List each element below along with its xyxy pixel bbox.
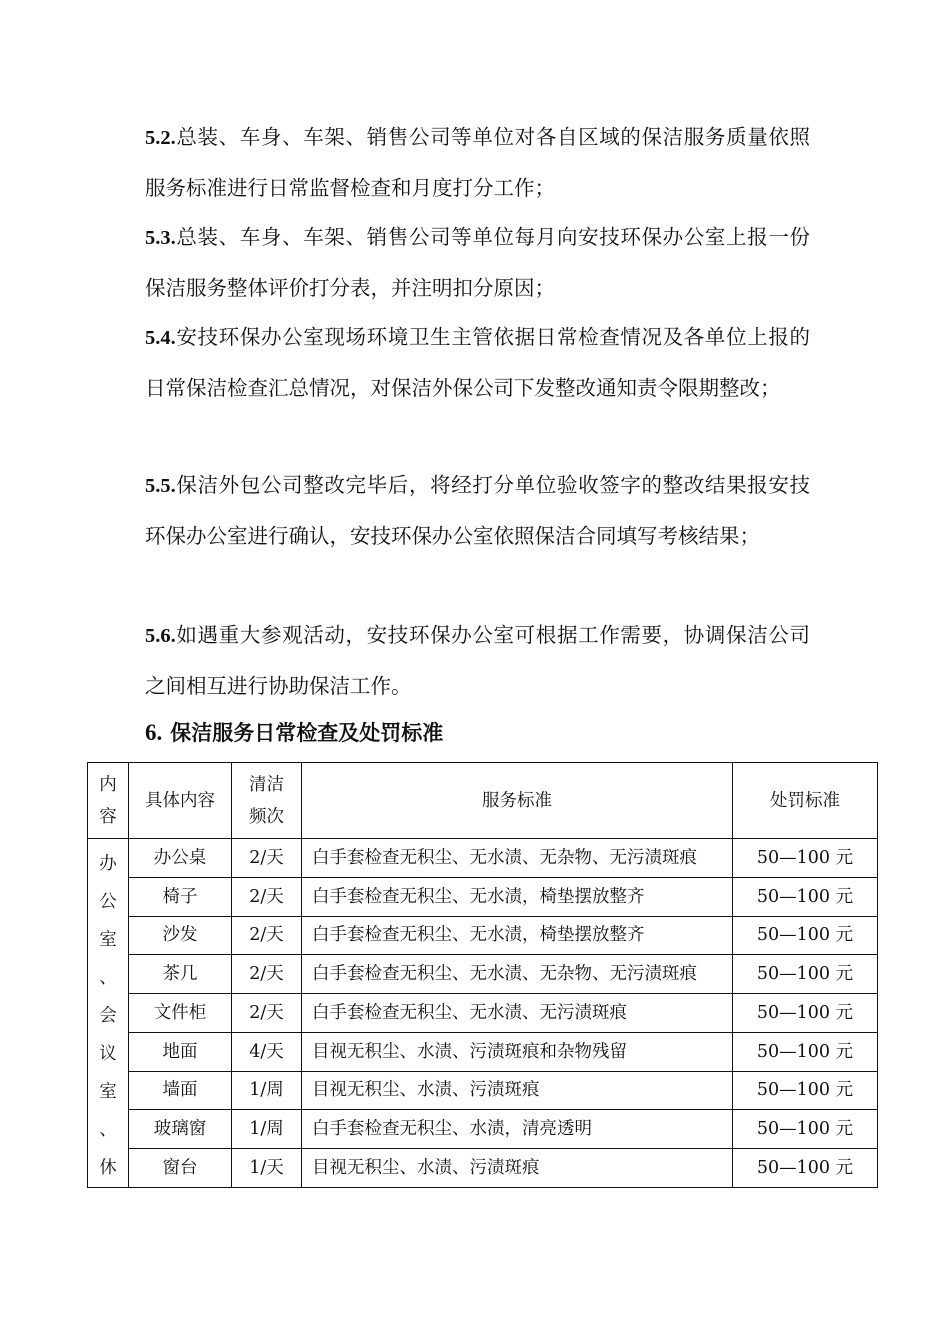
- header-standard: 服务标准: [302, 763, 733, 839]
- table-header-row: [88, 763, 878, 839]
- paragraph-number: 5.3.: [145, 227, 176, 249]
- frequency-cell: 2/天: [232, 839, 302, 878]
- standard-cell: 白手套检查无积尘、无水渍，椅垫摆放整齐: [302, 877, 733, 916]
- table-row: [88, 955, 878, 994]
- table-row: [88, 877, 878, 916]
- paragraph-5-2: [145, 112, 810, 213]
- penalty-cell: 50—100 元: [733, 1149, 878, 1188]
- item-cell: 椅子: [129, 877, 232, 916]
- item-cell: 茶几: [129, 955, 232, 994]
- item-cell: 窗台: [129, 1149, 232, 1188]
- table-row: [88, 994, 878, 1033]
- table-row: [88, 1110, 878, 1149]
- table-row: [88, 1149, 878, 1188]
- paragraph-5-3: [145, 212, 810, 313]
- frequency-cell: 1/周: [232, 1071, 302, 1110]
- frequency-cell: 2/天: [232, 994, 302, 1033]
- section-number: 6.: [145, 720, 163, 745]
- paragraph-number: 5.6.: [145, 625, 176, 647]
- penalty-cell: 50—100 元: [733, 1032, 878, 1071]
- paragraph-5-6: [145, 610, 810, 711]
- penalty-cell: 50—100 元: [733, 955, 878, 994]
- item-cell: 墙面: [129, 1071, 232, 1110]
- frequency-cell: 1/周: [232, 1110, 302, 1149]
- section-heading: [145, 713, 443, 753]
- table-row: [88, 839, 878, 878]
- frequency-cell: 1/天: [232, 1149, 302, 1188]
- header-item: 具体内容: [129, 763, 232, 839]
- frequency-cell: 4/天: [232, 1032, 302, 1071]
- item-cell: 玻璃窗: [129, 1110, 232, 1149]
- frequency-cell: 2/天: [232, 916, 302, 955]
- item-cell: 地面: [129, 1032, 232, 1071]
- table-row: [88, 1032, 878, 1071]
- paragraph-text: 如遇重大参观活动，安技环保办公室可根据工作需要，协调保洁公司之间相互进行协助保洁工作。: [145, 623, 810, 698]
- penalty-cell: 50—100 元: [733, 994, 878, 1033]
- table-row: [88, 916, 878, 955]
- category-cell: 办 公 室 、 会 议 室 、 休: [88, 839, 129, 1188]
- standard-cell: 目视无积尘、水渍、污渍斑痕和杂物残留: [302, 1032, 733, 1071]
- section-title: 保洁服务日常检查及处罚标准: [170, 720, 444, 745]
- standard-cell: 白手套检查无积尘、无水渍，椅垫摆放整齐: [302, 916, 733, 955]
- paragraph-text: 安技环保办公室现场环境卫生主管依据日常检查情况及各单位上报的日常保洁检查汇总情况，对保洁外保公司下发整改通知责令限期整改；: [145, 325, 810, 400]
- item-cell: 沙发: [129, 916, 232, 955]
- item-cell: 文件柜: [129, 994, 232, 1033]
- header-penalty: 处罚标准: [733, 763, 878, 839]
- frequency-cell: 2/天: [232, 877, 302, 916]
- paragraph-number: 5.5.: [145, 475, 176, 497]
- paragraph-text: 总装、车身、车架、销售公司等单位对各自区域的保洁服务质量依照服务标准进行日常监督检查和月度打分工作；: [145, 125, 810, 200]
- item-cell: 办公桌: [129, 839, 232, 878]
- penalty-cell: 50—100 元: [733, 1071, 878, 1110]
- paragraph-text: 保洁外包公司整改完毕后，将经打分单位验收签字的整改结果报安技环保办公室进行确认，安技环保办公室依照保洁合同填写考核结果；: [145, 473, 810, 548]
- standard-cell: 白手套检查无积尘、水渍，清亮透明: [302, 1110, 733, 1149]
- cleaning-standard-table: [87, 762, 878, 1188]
- paragraph-5-4: [145, 312, 810, 413]
- standard-cell: 目视无积尘、水渍、污渍斑痕: [302, 1149, 733, 1188]
- penalty-cell: 50—100 元: [733, 916, 878, 955]
- table-row: [88, 1071, 878, 1110]
- penalty-cell: 50—100 元: [733, 1110, 878, 1149]
- penalty-cell: 50—100 元: [733, 877, 878, 916]
- paragraph-number: 5.4.: [145, 327, 176, 349]
- penalty-cell: 50—100 元: [733, 839, 878, 878]
- standard-cell: 白手套检查无积尘、无水渍、无杂物、无污渍斑痕: [302, 955, 733, 994]
- header-category: 内 容: [88, 763, 129, 839]
- standard-cell: 白手套检查无积尘、无水渍、无污渍斑痕: [302, 994, 733, 1033]
- standard-cell: 目视无积尘、水渍、污渍斑痕: [302, 1071, 733, 1110]
- paragraph-number: 5.2.: [145, 127, 176, 149]
- paragraph-5-5: [145, 460, 810, 561]
- paragraph-text: 总装、车身、车架、销售公司等单位每月向安技环保办公室上报一份保洁服务整体评价打分表，并注明扣分原因；: [145, 225, 810, 300]
- header-frequency: 清洁 频次: [232, 763, 302, 839]
- frequency-cell: 2/天: [232, 955, 302, 994]
- standard-cell: 白手套检查无积尘、无水渍、无杂物、无污渍斑痕: [302, 839, 733, 878]
